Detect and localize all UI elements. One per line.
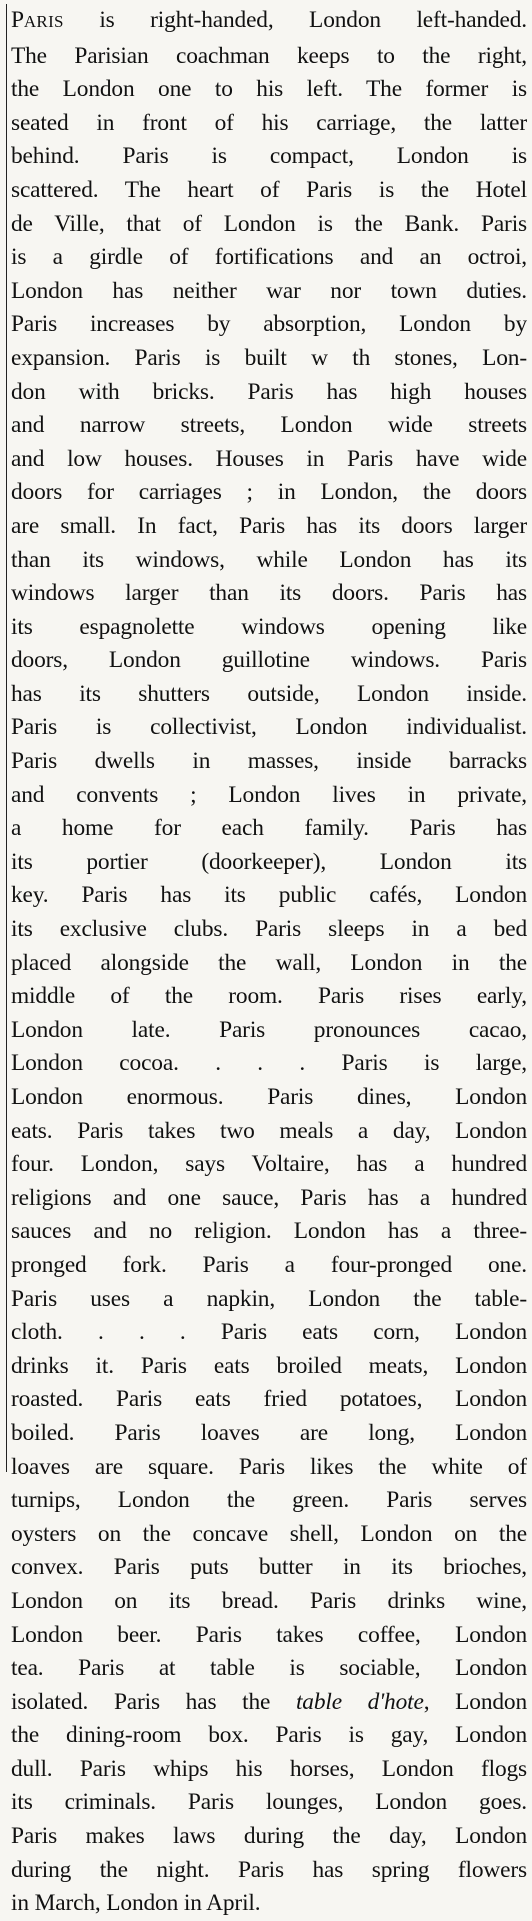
opening-smallcaps: ARIS (23, 12, 64, 31)
opening-initial: P (11, 7, 24, 33)
article-line: doors, London guillotine windows. Paris (11, 647, 527, 674)
article-line: de Ville, that of London is the Bank. Paris (11, 210, 527, 237)
article-line: its criminals. Paris lounges, London goes. (11, 1789, 527, 1816)
article-line: middle of the room. Paris rises early, (11, 983, 527, 1010)
article-line: cloth. . . . Paris eats corn, London (11, 1319, 527, 1346)
article-line: during the night. Paris has spring flowers (11, 1856, 527, 1883)
article-line: its exclusive clubs. Paris sleeps in a bed (11, 916, 527, 943)
article-line: windows larger than its doors. Paris has (11, 580, 527, 607)
line-text: isolated. Paris has the (11, 1688, 296, 1715)
article-text (7, 4, 527, 1921)
article-line: London on its bread. Paris drinks wine, (11, 1587, 527, 1614)
article-line: scattered. The heart of Paris is the Hotel (11, 176, 527, 203)
article-line: and narrow streets, London wide streets (11, 412, 527, 439)
article-line: key. Paris has its public cafés, London (11, 882, 527, 909)
italic-phrase: table d'hote (295, 1688, 424, 1715)
article-line: Paris increases by absorption, London by (11, 311, 527, 338)
article-line: dull. Paris whips his horses, London flogs (11, 1755, 527, 1782)
article-line: don with bricks. Paris has high houses (11, 378, 527, 405)
article-line: in March, London in April. (11, 1890, 261, 1917)
article-line: and convents ; London lives in private, (11, 781, 527, 808)
article-line: tea. Paris at table is sociable, London (11, 1655, 527, 1682)
article-line: the London one to his left. The former is (11, 76, 527, 103)
article-line: drinks it. Paris eats broiled meats, London (11, 1352, 527, 1379)
article-line: four. London, says Voltaire, has a hundred (11, 1151, 527, 1178)
article-line: behind. Paris is compact, London is (11, 143, 527, 170)
article-line: oysters on the concave shell, London on the (11, 1520, 527, 1547)
article-line: sauces and no religion. London has a three- (11, 1218, 527, 1245)
opening-rest: is right-handed, London left-handed. (63, 7, 527, 33)
article-line: is a girdle of fortifications and an octroi, (11, 244, 527, 271)
article-line: the dining-room box. Paris is gay, London (11, 1722, 527, 1749)
article-line: than its windows, while London has its (11, 546, 527, 573)
article-line: London has neither war nor town duties. (11, 277, 527, 304)
article-line: placed alongside the wall, London in the (11, 949, 527, 976)
article-line: roasted. Paris eats fried potatoes, London (11, 1386, 527, 1413)
article-line: London enormous. Paris dines, London (11, 1084, 527, 1110)
article-line: The Parisian coachman keeps to the right, (11, 42, 527, 69)
article-line: and low houses. Houses in Paris have wide (11, 445, 527, 472)
line-text: , London (423, 1688, 527, 1715)
article-line: Paris is collectivist, London individualist. (11, 714, 527, 741)
article-line: a home for each family. Paris has (11, 815, 527, 842)
article-line: doors for carriages ; in London, the doors (11, 479, 527, 506)
article-line: are small. In fact, Paris has its doors larger (11, 512, 527, 539)
article-line: religions and one sauce, Paris has a hundred (11, 1184, 527, 1211)
article-line: eats. Paris takes two meals a day, London (11, 1117, 527, 1144)
article-line: boiled. Paris loaves are long, London (11, 1419, 527, 1446)
article-line: London cocoa. . . . Paris is large, (11, 1050, 527, 1077)
article-line: its espagnolette windows opening like (11, 613, 527, 640)
article-line (11, 4, 527, 38)
article-line: Paris dwells in masses, inside barracks (11, 748, 527, 775)
article-line: London late. Paris pronounces cacao, (11, 1016, 527, 1043)
article-line: expansion. Paris is built w th stones, Lon- (11, 344, 527, 371)
article-line: has its shutters outside, London inside. (11, 680, 527, 707)
newspaper-column (6, 4, 527, 1917)
article-line: turnips, London the green. Paris serves (11, 1487, 527, 1514)
article-line: convex. Paris puts butter in its brioches, (11, 1554, 527, 1581)
article-line (11, 1686, 527, 1720)
article-line: London beer. Paris takes coffee, London (11, 1621, 527, 1648)
article-line: pronged fork. Paris a four-pronged one. (11, 1251, 527, 1278)
article-line: Paris uses a napkin, London the table- (11, 1285, 527, 1312)
article-line: its portier (doorkeeper), London its (11, 848, 527, 875)
article-line: loaves are square. Paris likes the white of (11, 1453, 527, 1480)
article-line: seated in front of his carriage, the latter (11, 109, 527, 136)
article-line: Paris makes laws during the day, London (11, 1823, 527, 1850)
